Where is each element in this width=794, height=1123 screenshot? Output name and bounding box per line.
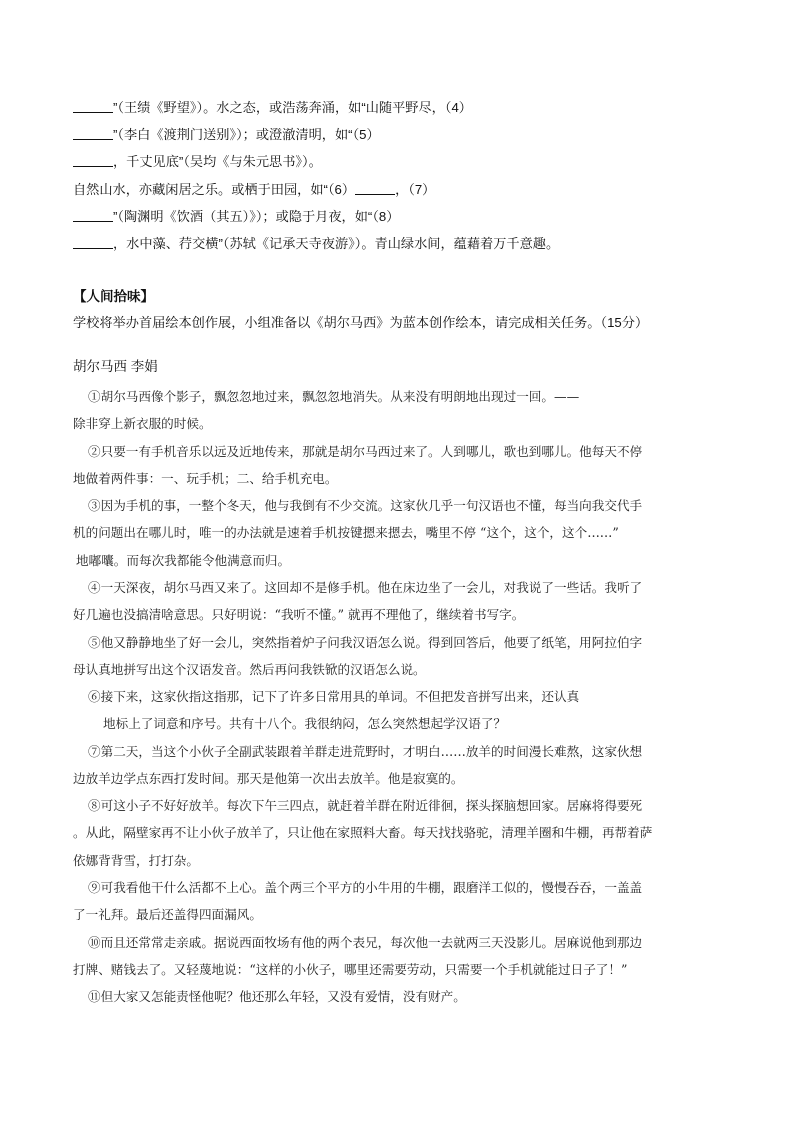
section-heading: 【人间拾味】 <box>73 289 154 304</box>
answer-blank[interactable] <box>355 182 395 195</box>
poetry-line-text: 自然山水，亦藏闲居之乐。或栖于田园，如“（6） <box>73 182 356 197</box>
story-line: ⑥接下来，这家伙指这指那，记下了许多日常用具的单词。不但把发音拼写出来，还认真 <box>88 689 580 704</box>
story-line: 依娜背背雪，打打杂。 <box>73 853 199 868</box>
answer-blank[interactable] <box>73 127 113 140</box>
poetry-line-text: ”（王绩《野望》）。水之态，或浩荡奔涌，如“山随平野尽，（4） <box>113 100 472 115</box>
story-line: 打牌、赌钱去了。又轻蔑地说：“这样的小伙子，哪里还需要劳动，只需要一个手机就能过日子了！” <box>73 962 628 977</box>
story-line: ⑦第二天，当这个小伙子全副武装跟着羊群走进荒野时，才明白……放羊的时间漫长难熬，这家伙想 <box>88 744 643 759</box>
answer-blank[interactable] <box>73 209 113 222</box>
answer-blank[interactable] <box>73 100 113 113</box>
poetry-line <box>73 124 380 143</box>
story-line: ⑨可我看他干什么活都不上心。盖个两三个平方的小牛用的牛棚，跟磨洋工似的，慢慢吞吞，一盖盖 <box>88 880 643 895</box>
poetry-line <box>73 206 399 225</box>
story-line: ②只要一有手机音乐以远及近地传来，那就是胡尔马西过来了。人到哪儿，歌也到哪儿。他每天不停 <box>88 444 643 459</box>
poetry-line-text: ，千丈见底”（吴均《与朱元思书》）。 <box>113 154 322 169</box>
story-line: ⑩而且还常常走亲戚。据说西面牧场有他的两个表兄，每次他一去就两三天没影儿。居麻说他到那边 <box>88 935 643 950</box>
poetry-line <box>73 151 322 170</box>
story-line: ⑤他又静静地坐了好一会儿，突然指着炉子问我汉语怎么说。得到回答后，他要了纸笔，用阿拉伯字 <box>88 635 643 650</box>
story-line: 地做着两件事：一、玩手机；二、给手机充电。 <box>73 471 338 486</box>
story-line: 了一礼拜。最后还盖得四面漏风。 <box>73 907 262 922</box>
story-line: ⑧可这小子不好好放羊。每次下午三四点，就赶着羊群在附近徘徊，探头探脑想回家。居麻将得要死 <box>88 798 643 813</box>
poetry-line-text: ”（陶渊明《饮酒（其五）》）；或隐于月夜，如“（8） <box>113 209 400 224</box>
story-line: 边放羊边学点东西打发时间。那天是他第一次出去放羊。他是寂寞的。 <box>73 771 464 786</box>
story-line: ⑪但大家又怎能责怪他呢？他还那么年轻，又没有爱情，没有财产。 <box>88 989 466 1004</box>
story-title: 胡尔马西 李娟 <box>73 359 158 374</box>
poetry-line <box>73 179 435 198</box>
poetry-line <box>73 233 559 252</box>
story-line: 机的问题出在哪儿时，唯一的办法就是速着手机按键摁来摁去，嘴里不停 “这个，这个，这个……” <box>73 525 619 540</box>
poetry-line-tail: ，（7） <box>395 182 436 197</box>
task-intro: 学校将举办首届绘本创作展，小组准备以《胡尔马西》为蓝本创作绘本，请完成相关任务。（15分） <box>73 315 649 330</box>
answer-blank[interactable] <box>73 236 113 249</box>
poetry-line <box>73 97 472 116</box>
story-line: ③因为手机的事，一整个冬天，他与我倒有不少交流。这家伙几乎一句汉语也不懂，每当向我交代手 <box>88 498 643 513</box>
answer-blank[interactable] <box>73 154 113 167</box>
poetry-line-text: ”（李白《渡荆门送别》）；或澄澈清明，如“（5） <box>113 127 380 142</box>
story-line: ④一天深夜，胡尔马西又来了。这回却不是修手机。他在床边坐了一会儿，对我说了一些话。我听了 <box>88 580 643 595</box>
story-line: 母认真地拼写出这个汉语发音。然后再问我铁锨的汉语怎么说。 <box>73 662 426 677</box>
story-line: 地嘟囔。而每次我都能令他满意而归。 <box>76 553 291 568</box>
story-line: 好几遍也没搞清啥意思。只好明说：“我听不懂。” 就再不理他了，继续着书写字。 <box>73 607 525 622</box>
story-line: ①胡尔马西像个影子，飘忽忽地过来，飘忽忽地消失。从来没有明朗地出现过一回。—— <box>88 389 580 404</box>
story-line: 除非穿上新衣服的时候。 <box>73 416 212 431</box>
poetry-line-text: ，水中藻、荇交横”（苏轼《记承天寺夜游》）。青山绿水间，蕴藉着万千意趣。 <box>113 236 560 251</box>
story-line: 。从此，隔壁家再不让小伙子放羊了，只让他在家照料大畜。每天找找骆驼，清理羊圈和牛棚，再帮着萨 <box>73 825 653 840</box>
story-line: 地标上了词意和序号。共有十八个。我很纳闷，怎么突然想起学汉语了？ <box>103 716 506 731</box>
